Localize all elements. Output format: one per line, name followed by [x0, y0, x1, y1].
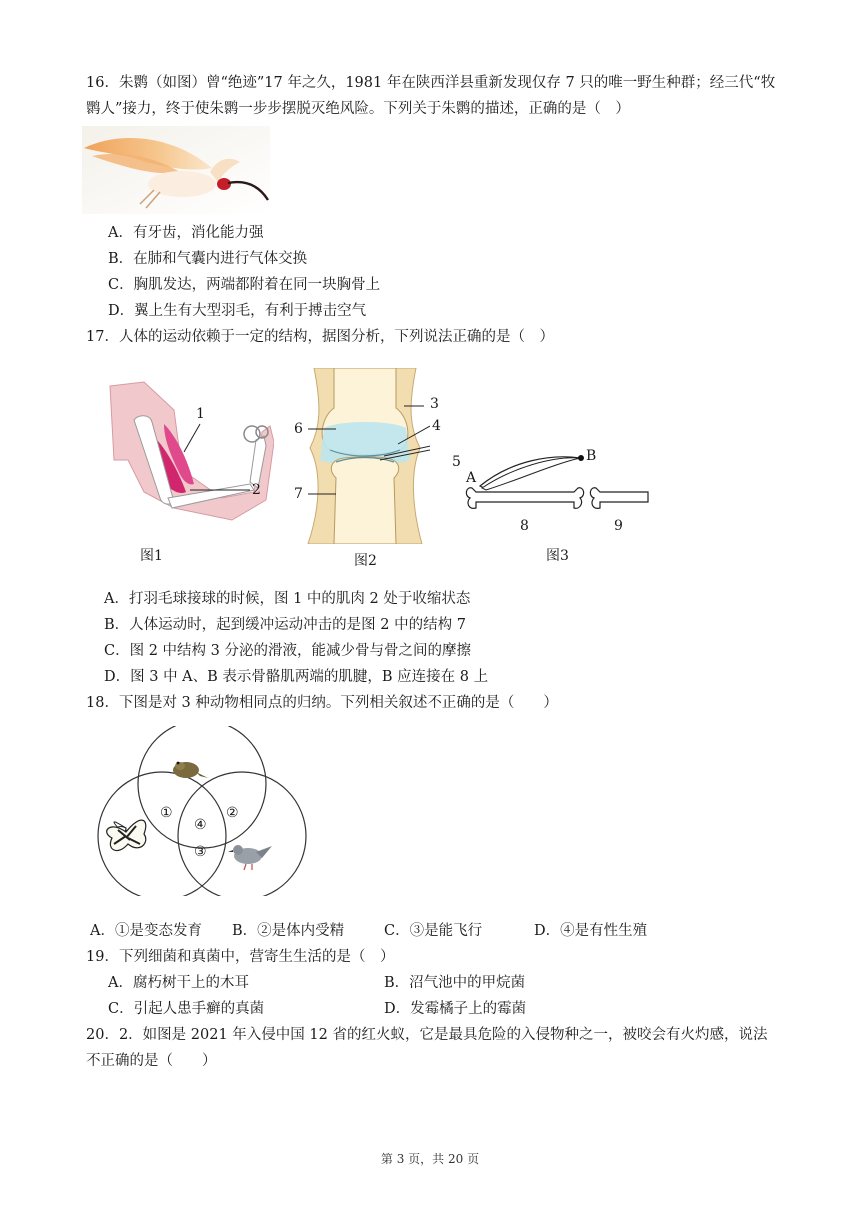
q17-option-c: C．图 2 中结构 3 分泌的滑液，能减少骨与骨之间的摩擦: [104, 643, 471, 659]
q18-stem: 18．下图是对 3 种动物相同点的归纳。下列相关叙述不正确的是（ ）: [86, 695, 558, 711]
q16-option-a: A．有牙齿，消化能力强: [108, 225, 264, 241]
q17-stem: 17．人体的运动依赖于一定的结构，据图分析，下列说法正确的是（ ）: [86, 329, 554, 345]
fig2-label-4: 4: [432, 418, 441, 434]
frog-icon: [173, 762, 208, 778]
q17-option-a: A．打羽毛球接球的时候，图 1 中的肌肉 2 处于收缩状态: [104, 591, 471, 607]
fig2-label-6: 6: [294, 421, 303, 437]
fig1-label-1: 1: [196, 406, 205, 422]
fig2-label-3: 3: [430, 396, 439, 412]
fig2-label-5: 5: [452, 454, 461, 470]
pigeon-icon: [228, 845, 272, 870]
q19-option-b: B．沼气池中的甲烷菌: [384, 975, 526, 991]
q20-stem-line1: 20．2．如图是 2021 年入侵中国 12 省的红火蚁，它是最具危险的入侵物种之一，被咬会有火灼感，说法: [86, 1027, 768, 1043]
q19-option-c: C．引起人患手癣的真菌: [108, 1001, 265, 1017]
q18-option-b: B．②是体内受精: [232, 923, 345, 939]
q17-option-d: D．图 3 中 A、B 表示骨骼肌两端的肌腱，B 应连接在 8 上: [104, 669, 489, 685]
q16-stem-line2: 鹮人”接力，终于使朱鹮一步步摆脱灭绝风险。下列关于朱鹮的描述，正确的是（ ）: [86, 101, 630, 117]
arm-muscle-figure: [104, 380, 274, 530]
fig3-label-a: A: [466, 470, 477, 486]
q17-option-b: B．人体运动时，起到缓冲运动冲击的是图 2 中的结构 7: [104, 617, 466, 633]
fig3-label-8: 8: [520, 518, 529, 534]
q16-option-d: D．翼上生有大型羽毛，有利于搏击空气: [108, 303, 367, 319]
fig1-label-2: 2: [252, 482, 261, 498]
joint-figure: [300, 368, 430, 544]
fig2-caption: 图2: [354, 553, 377, 569]
fig3-label-9: 9: [614, 518, 623, 534]
venn-label-4: ④: [194, 817, 207, 833]
butterfly-icon: [107, 820, 146, 850]
page-footer: 第 3 页，共 20 页: [380, 1152, 480, 1166]
venn-label-2: ②: [226, 805, 239, 821]
muscle-bone-figure: [462, 446, 654, 526]
q19-option-d: D．发霉橘子上的霉菌: [384, 1001, 527, 1017]
q18-option-c: C．③是能飞行: [384, 923, 483, 939]
q20-stem-line2: 不正确的是（ ）: [86, 1053, 217, 1069]
fig2-label-7: 7: [294, 486, 303, 502]
fig3-caption: 图3: [546, 548, 569, 564]
venn-label-1: ①: [160, 805, 173, 821]
q16-option-b: B．在肺和气囊内进行气体交换: [108, 251, 308, 267]
q19-option-a: A．腐朽树干上的木耳: [108, 975, 249, 991]
q19-stem: 19．下列细菌和真菌中，营寄生生活的是（ ）: [86, 949, 395, 965]
animal-venn-diagram: [96, 726, 310, 896]
q16-option-c: C．胸肌发达，两端都附着在同一块胸骨上: [108, 277, 381, 293]
q18-option-a: A．①是变态发育: [90, 923, 202, 939]
ibis-image: [82, 126, 270, 214]
q16-stem-line1: 16．朱鹮（如图）曾“绝迹”17 年之久，1981 年在陕西洋县重新发现仅存 7 只的唯一野生种群；经三代“牧: [86, 75, 776, 91]
q18-option-d: D．④是有性生殖: [534, 923, 648, 939]
fig1-caption: 图1: [140, 548, 163, 564]
fig3-label-b: B: [586, 448, 597, 464]
venn-label-3: ③: [194, 844, 207, 860]
